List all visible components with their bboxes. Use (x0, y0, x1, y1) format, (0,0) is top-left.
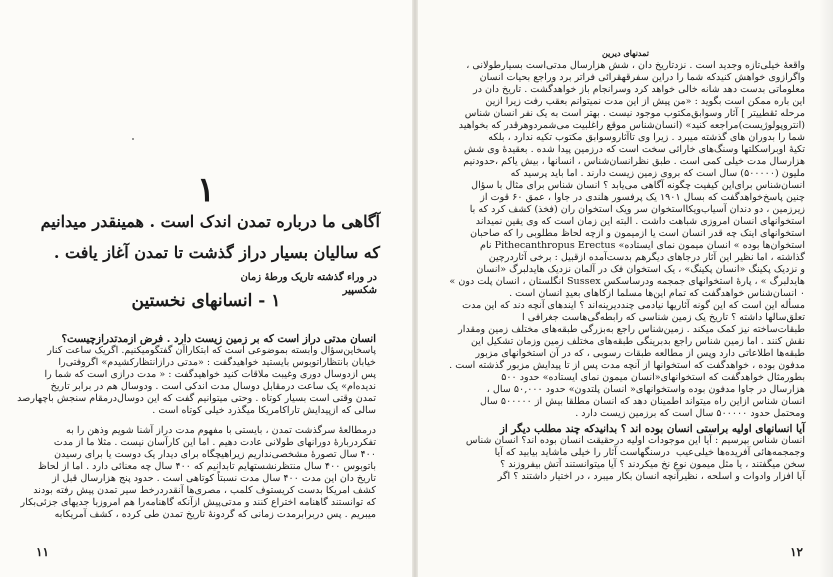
text-line: میبریم . پس دربرابرمدت زمانی که گردونهٔ تاریخ تمدن طی کرده ، کشف آمریکابه (54, 509, 376, 520)
text-line: سخن میگفتند ، یا مثل میمون نوع نخ میکردند ؟ آیا میتوانستند آتش بیفروزند ؟ (500, 459, 805, 470)
page-number-right: ۱۲ (790, 545, 803, 559)
text-line: مدفون بوده ، خواهدگفت که استخوانها از آنچه مدت پس از تا پیدایش مزبور گذشته است . (449, 360, 805, 371)
text-line: استخوانهای انسان امروزی شباهت داشت . البته این زمان است که وی یقین نمیداند (475, 216, 805, 227)
right-body-text (449, 60, 805, 483)
text-line: هزارسال در جاوا مدفون بوده واستخوانهای« انسان پلتدون» حدود ۵۰,۰۰۰ سال ، (486, 384, 805, 395)
text-line: هایدلبرگ » ، پارهٔ استخوانهای جمجمه ودرساسکس Sussex انگلستان ، انسان پلت دون » (449, 276, 805, 287)
text-line: نقش کنند . اما زمین شناس راجع بدبرینگی طبقه‌های مختلف زمین وزمان تشکیل این (471, 336, 805, 347)
text-line: تمدن وقتی است بسیار کوتاه . وحتی میتوانیم گفت که این دوسال‌درمقام سنجش باچهارصد (17, 393, 376, 404)
chapter-title-line: آگاهی ما درباره تمدن اندک است . همینقدر میدانیم (40, 212, 380, 231)
text-line: ملیون (۵۰۰۰۰۰) سال است که بروی زمین زیست دارند . اما باید پرسید که (510, 168, 805, 179)
text-line: مرحله ثقطییتر ] آثار وسوابق‌مکتوب موجود نیست . بهتر است به یک نفر انسان شناس (464, 108, 805, 119)
text-line: معلوماتی بدست دهد شانه خالی خواهد کرد وسرانجام باز خواهدگشت . تاریخ دان در (473, 84, 805, 95)
running-head: تمدنهای دیرین (602, 48, 649, 58)
text-line: تکیهٔ اوبراسکلتها وسنگ‌هاى خارائی سخت است که درزمین پیدا شده . بعقیدهٔ وی شش (463, 144, 805, 155)
text-line: ۰ انسان‌شناس خواهدگفت که تمام این‌ها مسلما ازکاهای بعیدِ انسان است . (509, 288, 805, 299)
text-line: (انتروپولوژیست)مراجعه کنید» (انسان‌شناس موقع راغلبیت می‌شمرد‌وهرقدر که بخواهید (458, 120, 805, 131)
epigraph-author: شکسپیر (342, 285, 377, 296)
text-line: استخوانهای اینک چه قدر انسان است یا ازمیمون و ازچه لحاظ مطلوبی را که صاحبان (470, 228, 805, 239)
text-line: انسان شناس بپرسیم : آیا این موجودات اولیه درحقیقت انسان بوده اند؟ انسان شناس (465, 435, 805, 446)
text-line: شما را بدوران های گذشته میبرد . زیرا وی تا‌آثاروسوابق مکتوب تکیه ندارد ، بلکه (488, 132, 805, 143)
chapter-number: ۱ (196, 170, 216, 210)
text-line: بطورمثال خواهدگفت که استخوانهای«انسان میمون نمای ایستاده» حدود ۵۰۰ (501, 372, 805, 383)
paper-speck (132, 138, 134, 140)
text-line: چنین پاسخ‌خواهدگفت که بسال ۱۹۰۱ یک پرفسور هلندی در جاوا ، عمق ۶۰ قوت از (480, 192, 805, 203)
right-page (418, 0, 833, 577)
text-line: استخوان‌ها بوده » انسان میمون نمای ایستاده» Pithecanthropus Erectus نام (480, 240, 805, 251)
text-line: ۴۰۰ سال تصورهٔ مشخصی‌نداریم زیراهیچگاه برای دیدار یک دوست یا برای رسیدن (54, 449, 376, 460)
text-line: ندیده‌ام» یک ساعت درمقابل دوسال مدت اندکی است . ودوسال هم در برابر تاریخ (50, 381, 376, 392)
paragraph-gap (58, 417, 376, 425)
text-line: هزارسال مدت خیلی کمی است . طبق نظر‌انسان‌شناس ، انسانها ، بیش یاکم ،حدودنیم (463, 156, 805, 167)
text-line: طبقه‌ها اطلاعاتی دارد وپس از مطالعه طبقات رسوبی ، که در آن استخوانهای مزبور (475, 348, 805, 359)
page-edge-shadow (819, 0, 833, 577)
text-line: طبقات‌ساخته نیز کمک میکند . زمین‌شناس راجع به‌بزرگی طبقه‌های مختلف زمین ومقدار (458, 324, 805, 335)
text-line: انسان شناس ازاین راه میتواند اطمینان دهد که انسان مطلقا بیش از ۵۰۰۰۰۰ سال (479, 396, 805, 407)
chapter-title (25, 206, 380, 268)
chapter-title-line: که سالیان بسیار دراز گذشت تا تمدن آغاز یافت . (53, 243, 380, 262)
text-line: این باره ممکن است بگوید : «من پیش از این مدت نمیتوانم بعقب رفت زیرا ازین (485, 96, 805, 107)
text-line: زیرزمین ، دو دندان آسیاب‌ویکااستخوان سر ویک استخوان ران (فخذ) کشف کرد که با (469, 204, 805, 215)
text-line: آیا افزار وادوات و اسلحه ، نظیرآنچه انسان بکار میبرد ، در اختیار داشتند ؟ اگر (497, 471, 805, 482)
text-line: تعلق‌سالها داشته ؟ تاریخ یک زمین شناسی که رابطه‌گی‌هاست جغرافی‌ ا (522, 312, 805, 323)
text-line: خیابان بانتظاراتوبوس بایستید خواهیدگفت : «مدتی درازانتظارکشیدم» اگرو‌فتی‌را (58, 357, 376, 368)
text-line: ومحتمل حدود ۵۰۰۰۰۰ سال است که برزمین زیست دارد . (575, 408, 805, 419)
text-line: واقعهٔ خیلی‌تازه وجدید است . نزدتاریخ دان ، ‌شش هزارسال مدتی‌است بسیار‌طولانی ، (466, 60, 805, 71)
text-line: که توانستند گاهنامه اختراع کنند و مدتی‌پیش ازآنکه گاهنامه‌را هم امروزبا جدیهای جزئی‌بکار (20, 497, 376, 508)
text-line: واگرازوی خواهش کنیدکه شما را درا‌ین سفرقهقرائی فراتر برد وراجع بحیات انسان (479, 72, 805, 83)
text-line: درمطالعهٔ سرگذشت تمدن ، بایستی با مفهوم مدت دراز آشنا شویم وذهن را به (66, 425, 376, 436)
section-title: ۱ - انسانهای نخستین (131, 291, 281, 311)
text-line: پاسخاین‌سؤال وابسته بموضوعی است که ابتکاراآن گفتگومیکنیم. اگریک ساعت کنار (47, 345, 376, 356)
text-line: انسان مدتی دراز است که بر زمین زیست دارد . فرض ازمدتدرازچیست؟ (61, 333, 376, 345)
text-line: پس ازدوسال دوری وغیبت ملاقات کنید خواهیدگفت : « مدت درازی است که شما را (44, 369, 376, 380)
text-line: تاریخ دان این مدت ۴۰۰ سال مدت نسبتاً کوتاهی است . حدود پنج هزارسال قبل از (52, 473, 376, 484)
text-line: تفکردربارهٔ دورانهای طولانی عادت دهیم . اما این کارآسان نیست . مثلا ما از مدت (53, 437, 376, 448)
left-page (0, 0, 412, 577)
page-number-left: ۱۱ (36, 545, 49, 559)
epigraph-text: در ورا‌ء گذشته تاریک ورطهٔ زمان (240, 272, 377, 283)
text-line: کشف امریکا بدست کریستوف کلمب ، مصری‌ها آنقدردرخط سیر تمدن پیش رفته بودند (33, 485, 376, 496)
left-body-text (17, 330, 376, 521)
text-line: وجمجمه‌هائی آفریده‌ها خیلی‌عیب ‌‌‌ درسنگهاست آثار را خیلی ماشاید بیابید که آیا (494, 447, 805, 458)
text-line: مسأله این است که این گونه آثاریها نیادمی چنددیرینه‌اند ؟ ایندهای آنچه دند که این مدت (462, 300, 805, 311)
text-line: آیا انسانهای اولیه براستی انسان بوده اند ؟ بدانیدکه چند مطلب دیگر از (499, 423, 805, 435)
text-line: و نزدیک پکینگ «انسان پکینگ» ، یک استخوان فک در آلمان نزدیک هایدلبرگ «انسان (476, 264, 805, 275)
text-line: سالی که ازپیدایش تاراکامریکا میگذرد خیلی کوتاه است . (152, 405, 376, 416)
text-line: باتوبوس ۴۰۰ سال منتظرنشستهایم تابدانیم که ۴۰۰ سال چه معنائی دارد . اما از لحاظ (37, 461, 376, 472)
text-line: انسان‌شناس برای‌این کیفیت چگونه آگاهی می‌یابد ؟ انسان شناس برای مثال با سؤال (471, 180, 805, 191)
text-line: گذاشته ، اما نظیر این آثار درجاهای دیگرهم بدست‌آمده ازقبیل : برخی آثاردرچین (488, 252, 805, 263)
